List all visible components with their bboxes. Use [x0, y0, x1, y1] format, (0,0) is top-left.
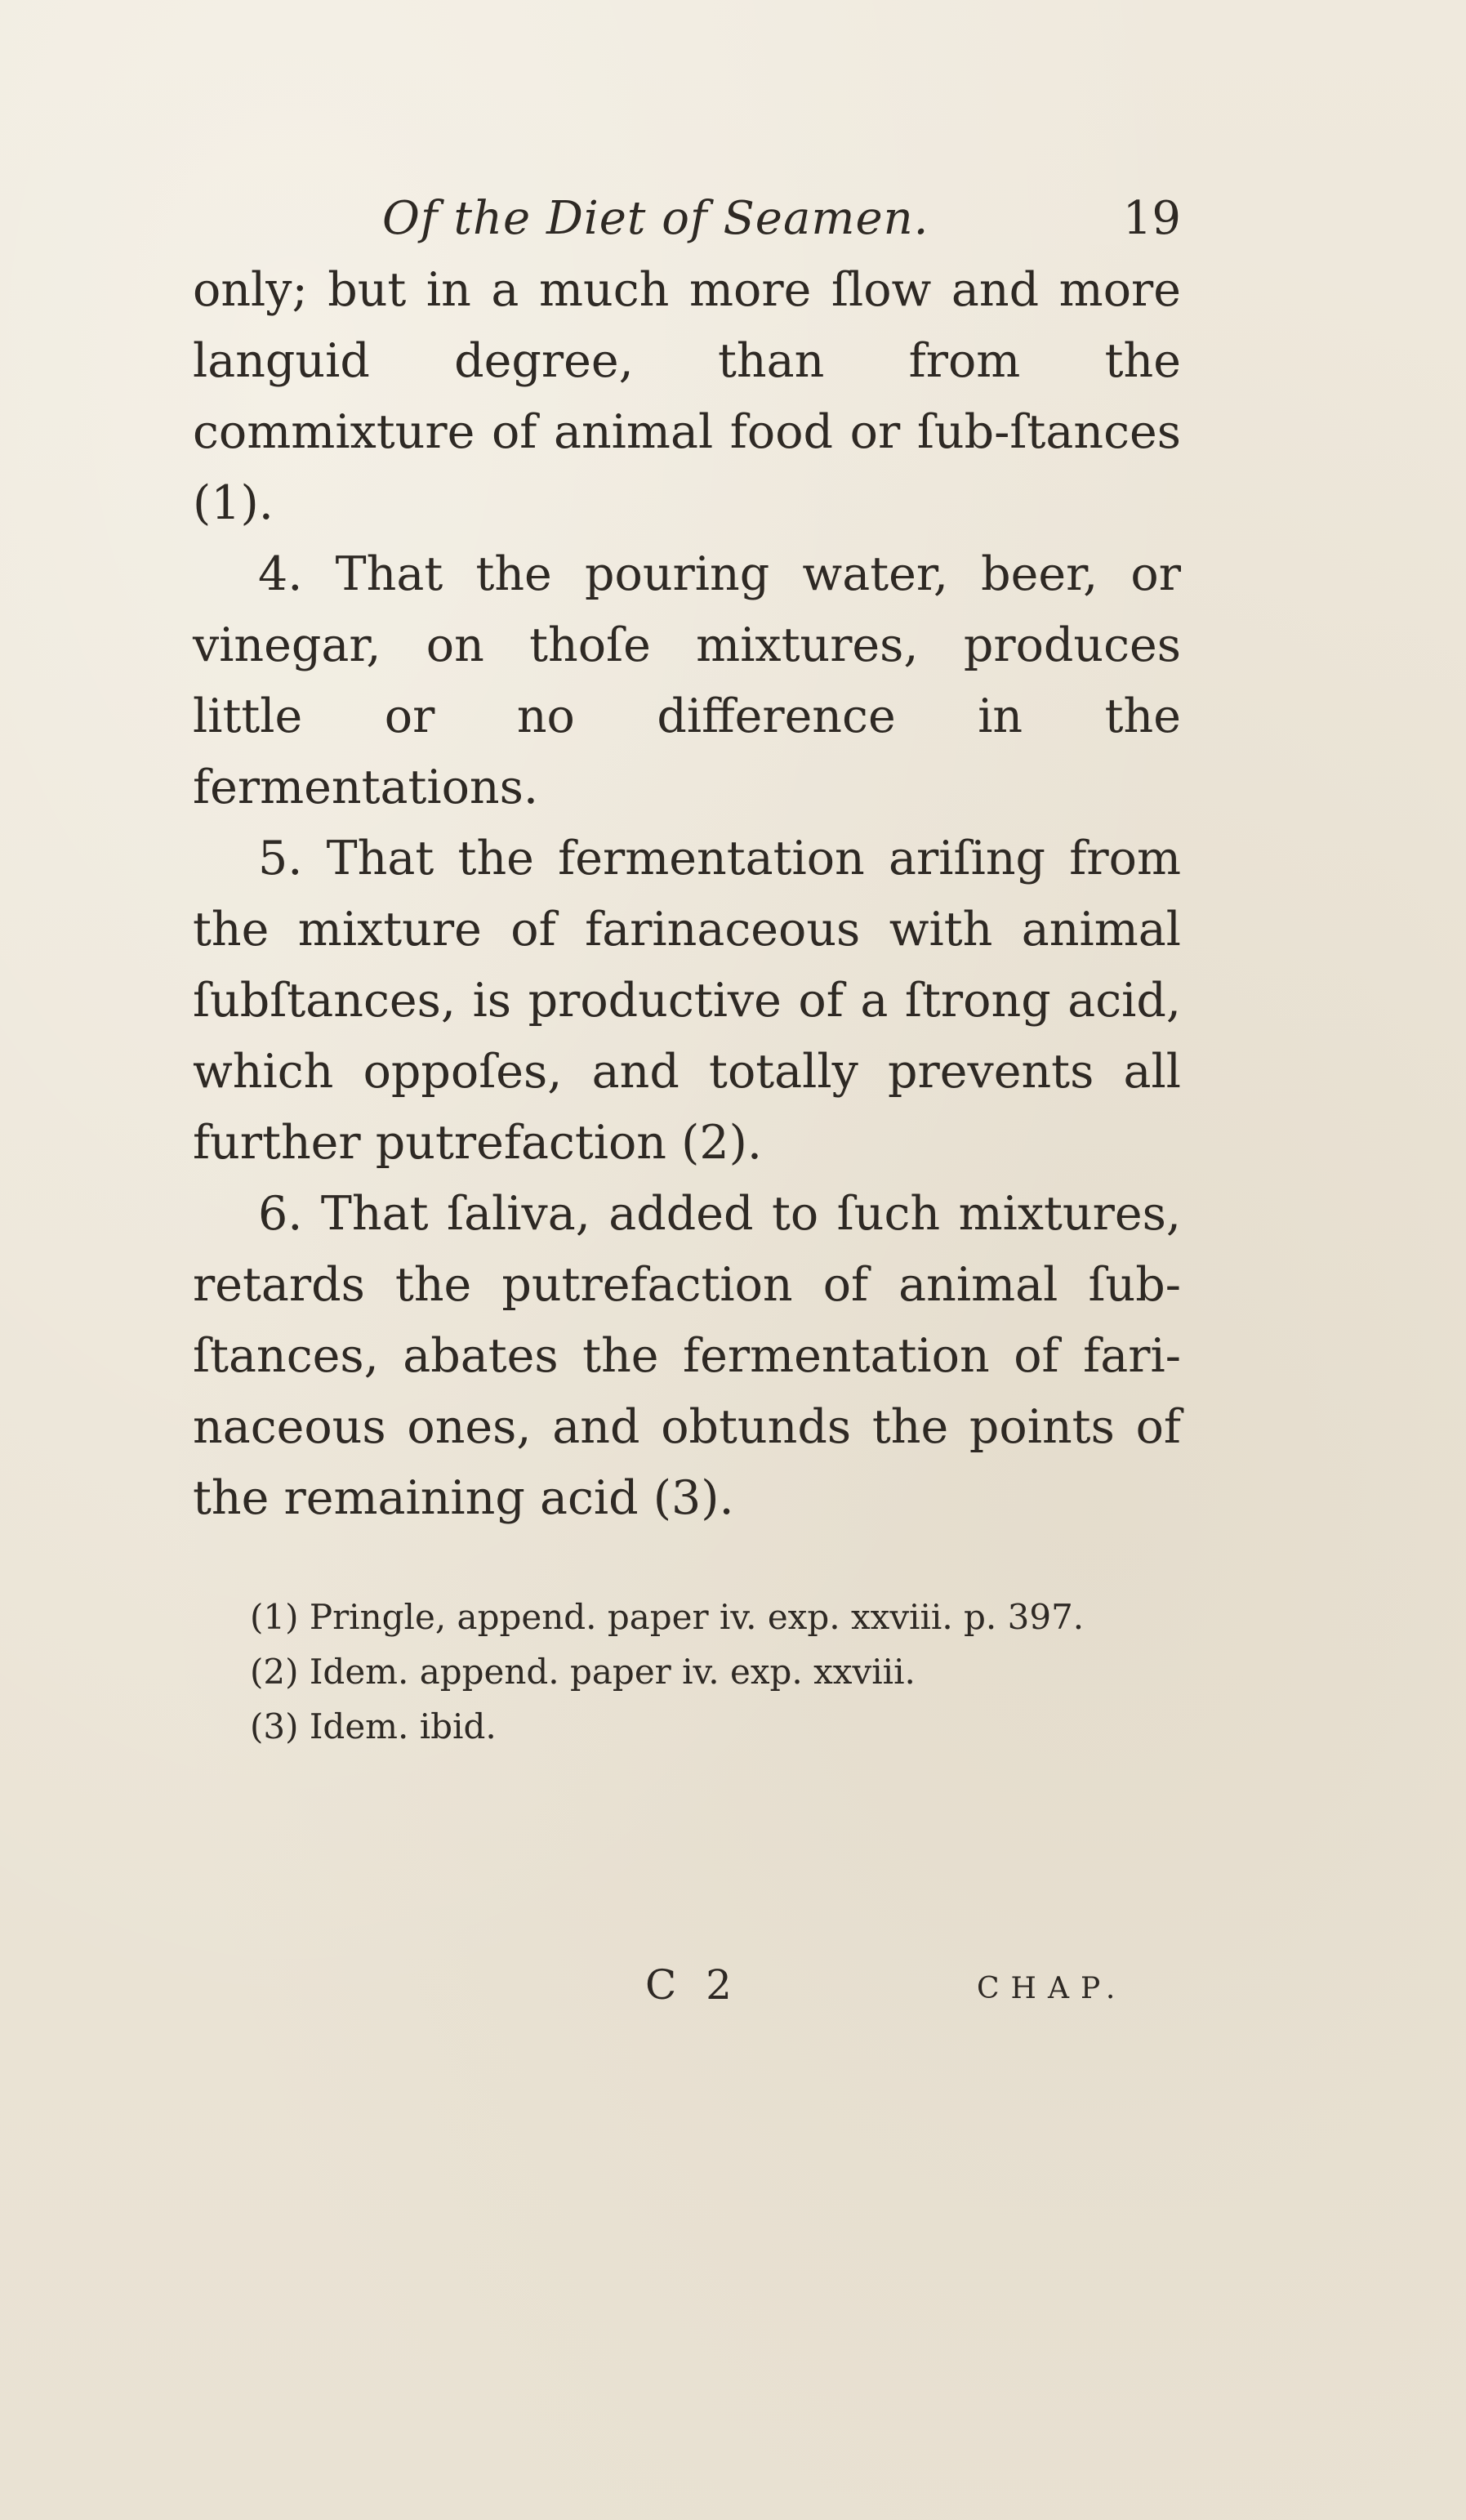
running-head [193, 186, 1181, 252]
footnote-3: (3) Idem. ibid. [250, 1706, 497, 1746]
paragraph-continuation: only; but in a much more ſlow and more languid degree, than from the commixture of animal food or ſub-ſtances (1). [193, 263, 1181, 530]
footnote-1: (1) Pringle, append. paper iv. exp. xxviii. p. 397. [250, 1597, 1085, 1637]
body-text [193, 255, 1181, 1534]
paragraph-item-4: 4. That the pouring water, beer, or vinegar, on thoſe mixtures, produces little or no difference in the fermentations. [193, 547, 1181, 814]
paragraph-item-5: 5. That the fermentation ariſing from the mixture of farinaceous with animal ſubſtances, is productive of a ſtrong acid, which oppoſes, and totally prevents all further putrefaction (2). [193, 832, 1181, 1170]
catchword: CHAP. [977, 1972, 1127, 2005]
footnotes [250, 1590, 1197, 1754]
paragraph-item-6: 6. That ſaliva, added to ſuch mixtures, retards the putrefaction of animal ſub-ſtances, abates the fermentation of fari-naceous ones, and obtunds the points of the remaining acid (3). [193, 1187, 1181, 1525]
page-number: 19 [1122, 192, 1181, 245]
signature-mark: C 2 [645, 1961, 740, 2009]
running-title: Of the Diet of Seamen. [382, 192, 929, 245]
footnote-2: (2) Idem. append. paper iv. exp. xxviii. [250, 1652, 916, 1692]
